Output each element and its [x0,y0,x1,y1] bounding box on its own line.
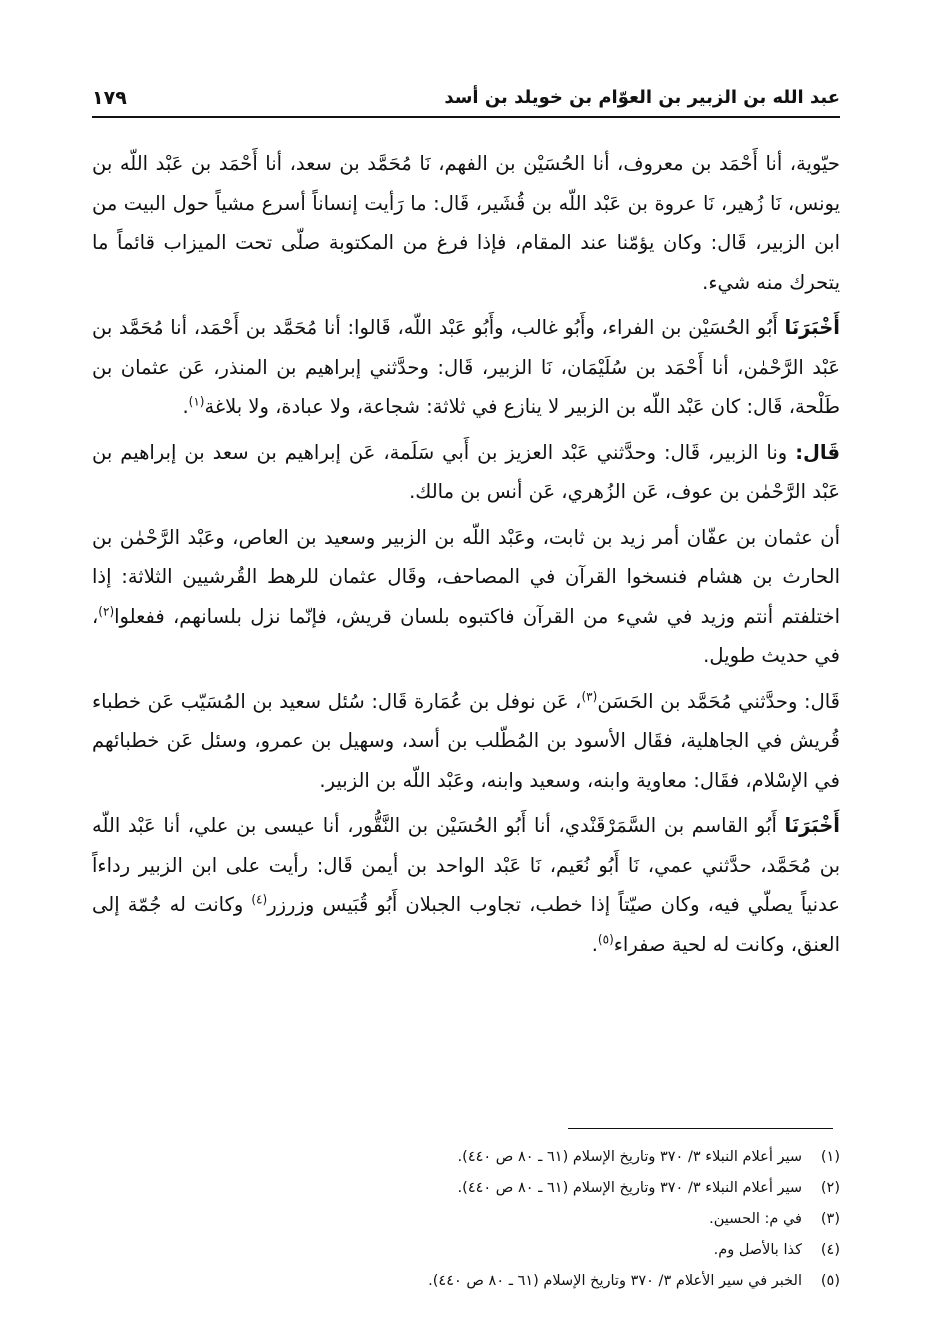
main-text [92,144,840,970]
footnote-ref-4[interactable]: (٤) [251,892,268,907]
footnote-text: كذا بالأصل وم. [713,1242,802,1258]
paragraph-text: أَبُو القاسم بن السَّمَرْقَنْدي، أنا أَبُو الحُسَيْن بن النَّقُّور، أنا عيسى بن علي، أنا عَبْد اللّه بن مُحَمَّد، حدَّثني عمي، نَا أَبُو نُعَيم، نَا عَبْد الواحد بن أيمن قَال: رأيت على ابن الزبير رداءاً عدنياً يصلّي فيه، وكان صيّتاً إذا خطب، تجاوب الجبلان أَبُو قُبَيس وزرزر [92,814,840,916]
footnote-number: (٤) [820,1242,840,1258]
footnote-ref-3[interactable]: (٣) [581,689,598,703]
footnote-text: في م: الحسين. [709,1211,802,1227]
paragraph-lead: أَخْبَرَنَا [784,814,840,837]
paragraph-6 [92,806,840,964]
paragraph-5 [92,682,840,801]
paragraph-tail: . [182,395,189,418]
paragraph-lead: أَخْبَرَنَا [784,316,840,339]
paragraph-3 [92,433,840,512]
footnote-item [92,1204,840,1235]
paragraph-tail: ، عَن نوفل بن عُمَارة قَال: سُئل سعيد بن المُسَيّب عَن خطباء قُريش في الجاهلية، فقَال الأسود بن المُطّلب بن أسد، وسهيل بن عمرو، وسئل عَن خطبائهم في الإسْلام، فقَال: معاوية وابنه، وسعيد وابنه، وعَبْد اللّه بن الزبير. [92,689,840,792]
paragraph-tail: ، في حديث طويل. [92,604,840,667]
footnote-ref-1[interactable]: (١) [188,394,205,409]
footnote-text: سير أعلام النبلاء ٣/ ٣٧٠ وتاريخ الإسلام (٦١ ـ ٨٠ ص ٤٤٠). [457,1149,802,1165]
footnote-item [92,1173,840,1204]
paragraph-text: حيّوية، أنا أَحْمَد بن معروف، أنا الحُسَيْن بن الفهم، نَا مُحَمَّد بن سعد، أنا أَحْمَد بن عَبْد اللّه بن يونس، نَا زُهير، نَا عروة بن عَبْد اللّه بن قُشَير، قَال: ما رَأيت إنساناً أسرع مشياً حول البيت من ابن الزبير، قَال: وكان يؤمّنا عند المقام، فإذا فرغ من المكتوبة صلّى تحت الميزاب قائماً ما يتحرك منه شيء. [92,152,840,294]
page-header [92,84,840,118]
paragraph-text: أَبُو الحُسَيْن بن الفراء، وأَبُو غالب، وأَبُو عَبْد اللّه، قَالوا: أنا مُحَمَّد بن أَحْمَد، أنا مُحَمَّد بن عَبْد الرَّحْمٰن، أنا أَحْمَد بن سُلَيْمَان، نَا الزبير، قَال: وحدَّثني إبراهيم بن المنذر، عَن عثمان بن طَلْحة، قَال: كان عَبْد اللّه بن الزبير لا ينازع في ثلاثة: شجاعة، ولا عبادة، ولا بلاغة [92,316,840,418]
running-title: عبد الله بن الزبير بن العوّام بن خويلد بن أسد [444,87,840,108]
footnote-ref-2[interactable]: (٢) [98,604,115,618]
paragraph-4 [92,518,840,676]
footnote-divider [568,1128,833,1129]
footnote-ref-5[interactable]: (٥) [597,932,614,946]
footnote-item [92,1266,840,1297]
footnote-text: سير أعلام النبلاء ٣/ ٣٧٠ وتاريخ الإسلام (٦١ ـ ٨٠ ص ٤٤٠). [457,1180,802,1196]
footnotes-list [92,1142,840,1297]
paragraph-1 [92,144,840,302]
footnote-text: الخبر في سير الأعلام ٣/ ٣٧٠ وتاريخ الإسلام (٦١ ـ ٨٠ ص ٤٤٠). [428,1273,802,1289]
page-number: ١٧٩ [92,87,127,109]
footnote-number: (٣) [820,1211,840,1227]
paragraph-text: قَال: وحدَّثني مُحَمَّد بن الحَسَن [597,689,840,713]
footnote-item [92,1235,840,1266]
footnote-number: (٢) [820,1180,840,1196]
footnote-item [92,1142,840,1173]
paragraph-2 [92,308,840,427]
footnote-number: (٥) [820,1273,840,1289]
paragraph-tail: وكانت له جُمّة إلى العنق، وكانت له لحية صفراء [92,893,840,956]
paragraph-tail: . [591,932,598,956]
paragraph-text: أن عثمان بن عفّان أمر زيد بن ثابت، وعَبْد اللّه بن الزبير وسعيد بن العاص، وعَبْد الرَّحْمٰن بن الحارث بن هشام فنسخوا القرآن في المصاحف، وقَال عثمان للرهط القُرشيين الثلاثة: إذا اختلفتم أنتم وزيد في شيء من القرآن فاكتبوه بلسان قريش، فإنّما نزل بلسانهم، ففعلوا [92,525,840,628]
paragraph-text: ونا الزبير، قَال: وحدَّثني عَبْد العزيز بن أَبي سَلَمة، عَن إبراهيم بن سعد بن إبراهيم بن عَبْد الرَّحْمٰن بن عوف، عَن الزُهري، عَن أنس بن مالك. [92,440,840,503]
footnote-number: (١) [820,1149,840,1165]
paragraph-lead: قَال: [795,440,840,464]
